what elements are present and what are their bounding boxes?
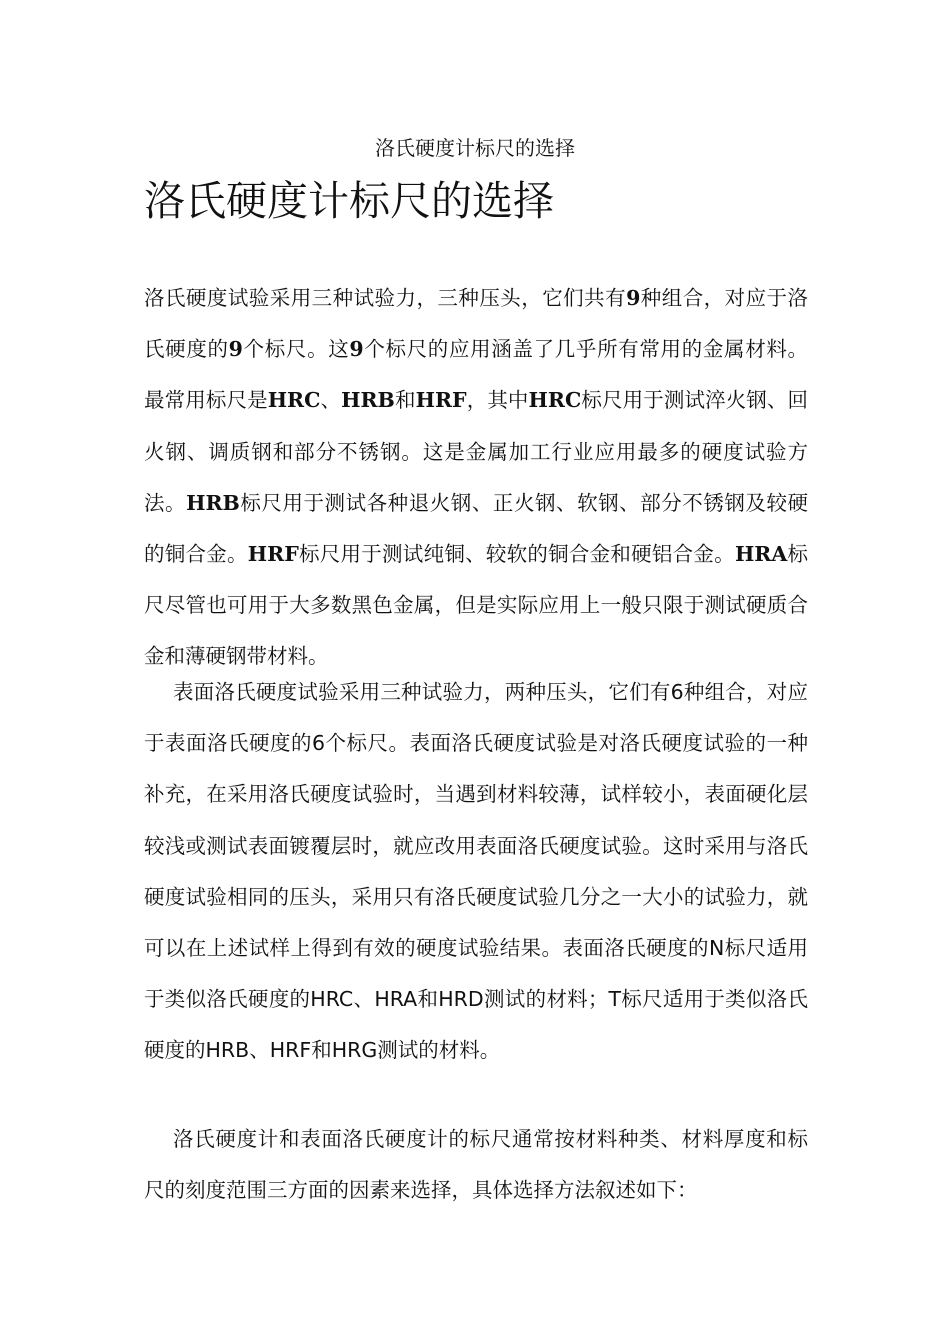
document-title: 洛氏硬度计标尺的选择	[144, 177, 554, 225]
paragraph-2	[144, 667, 808, 1077]
scale-code-t: T	[608, 987, 621, 1012]
scale-code-hrd: HRD	[438, 987, 484, 1012]
text-run: 标尺适用于类似洛氏硬度的	[144, 987, 809, 1063]
scale-code-hrc: HRC	[310, 987, 354, 1012]
text-run: 洛氏硬度试验采用三种试验力，三种压头，它们共有	[144, 286, 627, 310]
scale-code-hra: HRA	[734, 542, 788, 567]
scale-code-hrg: HRG	[331, 1038, 378, 1063]
scale-code-hrb: HRB	[205, 1038, 250, 1063]
scale-code-n: N	[708, 936, 725, 961]
text-run: 、	[320, 388, 342, 413]
number-nine: 9	[626, 286, 641, 310]
text-run: 测试的材料。	[377, 1038, 501, 1063]
scale-code-hrb: HRB	[186, 490, 240, 515]
number-nine: 9	[349, 337, 364, 362]
scale-code-hrf: HRF	[415, 388, 467, 413]
text-run: 和	[311, 1038, 332, 1063]
scale-code-hrc: HRC	[267, 388, 321, 413]
text-run: 和	[394, 388, 416, 413]
text-run: 标尺尽管也可用于大多数黑色金属，但是实际应用上一般只限于测试硬质合金和薄硬钢带材料。	[144, 542, 809, 669]
text-run: 种组合，对应于表面洛氏硬度的	[144, 680, 808, 756]
number-six: 6	[670, 680, 684, 704]
scale-code-hrf: HRF	[247, 542, 299, 567]
text-run: 个标尺。表面洛氏硬度试验是对洛氏硬度试验的一种补充，在采用洛氏硬度试验时，当遇到材料较薄，试样较小，表面硬化层较浅或测试表面镀覆层时，就应改用表面洛氏硬度试验。这时采用与洛氏硬度试验相同的压头，采用只有洛氏硬度试验几分之一大小的试验力，就可以在上述试样上得到有效的硬度试验结果。表面洛氏硬度的	[144, 731, 809, 961]
text-run: 、	[353, 987, 375, 1012]
scale-code-hrb: HRB	[341, 388, 395, 413]
scale-code-hrf: HRF	[269, 1038, 312, 1063]
number-nine: 9	[228, 337, 243, 362]
text-run: 表面洛氏硬度试验采用三种试验力，两种压头，它们有	[173, 680, 671, 704]
scale-code-hra: HRA	[374, 987, 418, 1012]
number-six: 6	[312, 731, 326, 756]
text-run: 个标尺。这	[242, 337, 350, 362]
text-run: 种组合，对应于洛氏硬度的	[144, 286, 809, 362]
text-run: ，其中	[466, 388, 529, 413]
text-run: 测试的材料；	[483, 987, 609, 1012]
scale-code-hrc: HRC	[528, 388, 582, 413]
text-run: 标尺用于测试纯铜、较软的铜合金和硬铝合金。	[298, 542, 735, 567]
text-run: 、	[249, 1038, 270, 1063]
text-run: 个标尺的应用涵盖了几乎所有常用的金属材料。最常用标尺是	[144, 337, 809, 413]
paragraph-3: 洛氏硬度计和表面洛氏硬度计的标尺通常按材料种类、材料厚度和标尺的刻度范围三方面的因素来选择，具体选择方法叙述如下：	[144, 1127, 808, 1203]
text-run: 标尺用于测试淬火钢、回火钢、调质钢和部分不锈钢。这是金属加工行业应用最多的硬度试验方法。	[144, 388, 809, 515]
text-run: 和	[417, 987, 439, 1012]
paragraph-1	[144, 273, 808, 683]
text-run: 标尺用于测试各种退火钢、正火钢、软钢、部分不锈钢及较硬的铜合金。	[144, 490, 809, 567]
running-header: 洛氏硬度计标尺的选择	[375, 136, 575, 160]
text-run: 标尺适用于类似洛氏硬度的	[144, 936, 809, 1012]
